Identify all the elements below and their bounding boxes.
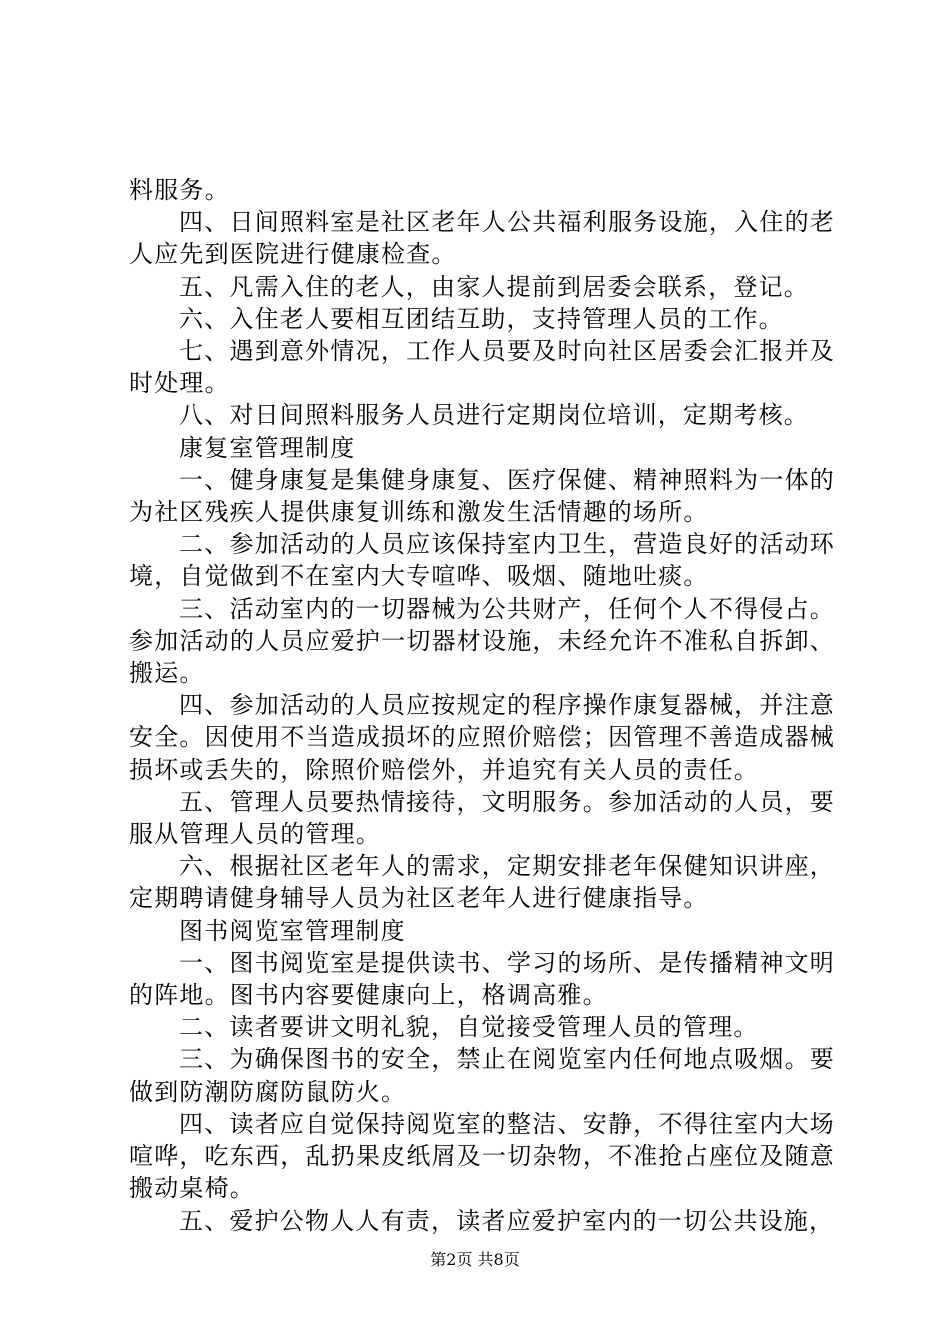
paragraph: 三、为确保图书的安全，禁止在阅览室内任何地点吸烟。要做到防潮防腐防鼠防火。 bbox=[129, 1045, 835, 1106]
paragraph: 六、根据社区老年人的需求，定期安排老年保健知识讲座，定期聘请健身辅导人员为社区老年人进行健康指导。 bbox=[129, 852, 835, 913]
paragraph: 六、入住老人要相互团结互助，支持管理人员的工作。 bbox=[179, 304, 784, 333]
paragraph: 一、健身康复是集健身康复、医疗保健、精神照料为一体的为社区残疾人提供康复训练和激发生活情趣的场所。 bbox=[129, 465, 835, 527]
paragraph: 八、对日间照料服务人员进行定期岗位培训，定期考核。 bbox=[179, 401, 809, 430]
paragraph: 三、活动室内的一切器械为公共财产，任何个人不得侵占。参加活动的人员应爱护一切器材设施，未经允许不准私自拆卸、搬运。 bbox=[129, 594, 835, 688]
paragraph: 二、参加活动的人员应该保持室内卫生，营造良好的活动环境，自觉做到不在室内大专喧哗、吸烟、随地吐痰。 bbox=[129, 530, 835, 591]
paragraph: 一、图书阅览室是提供读书、学习的场所、是传播精神文明的阵地。图书内容要健康向上，格调高雅。 bbox=[129, 948, 835, 1010]
page-footer: 第2页 共8页 bbox=[430, 1250, 520, 1269]
paragraph: 图书阅览室管理制度 bbox=[179, 916, 406, 945]
paragraph: 四、读者应自觉保持阅览室的整洁、安静，不得往室内大场喧哗，吃东西，乱扔果皮纸屑及一切杂物，不准抢占座位及随意搬动桌椅。 bbox=[129, 1109, 835, 1203]
document-body bbox=[129, 174, 835, 1237]
paragraph: 五、凡需入住的老人，由家人提前到居委会联系，登记。 bbox=[179, 272, 809, 301]
paragraph: 五、爱护公物人人有责，读者应爱护室内的一切公共设施， bbox=[179, 1206, 835, 1235]
paragraph: 七、遇到意外情况，工作人员要及时向社区居委会汇报并及时处理。 bbox=[129, 337, 835, 398]
paragraph: 二、读者要讲文明礼貌，自觉接受管理人员的管理。 bbox=[179, 1013, 759, 1042]
paragraph: 康复室管理制度 bbox=[179, 433, 356, 462]
paragraph: 料服务。 bbox=[129, 176, 230, 204]
paragraph: 四、参加活动的人员应按规定的程序操作康复器械，并注意安全。因使用不当造成损坏的应照价赔偿；因管理不善造成器械损坏或丢失的，除照价赔偿外，并追究有关人员的责任。 bbox=[129, 691, 835, 784]
paragraph: 四、日间照料室是社区老年人公共福利服务设施，入住的老人应先到医院进行健康检查。 bbox=[129, 208, 835, 269]
paragraph: 五、管理人员要热情接待，文明服务。参加活动的人员，要服从管理人员的管理。 bbox=[129, 787, 835, 849]
